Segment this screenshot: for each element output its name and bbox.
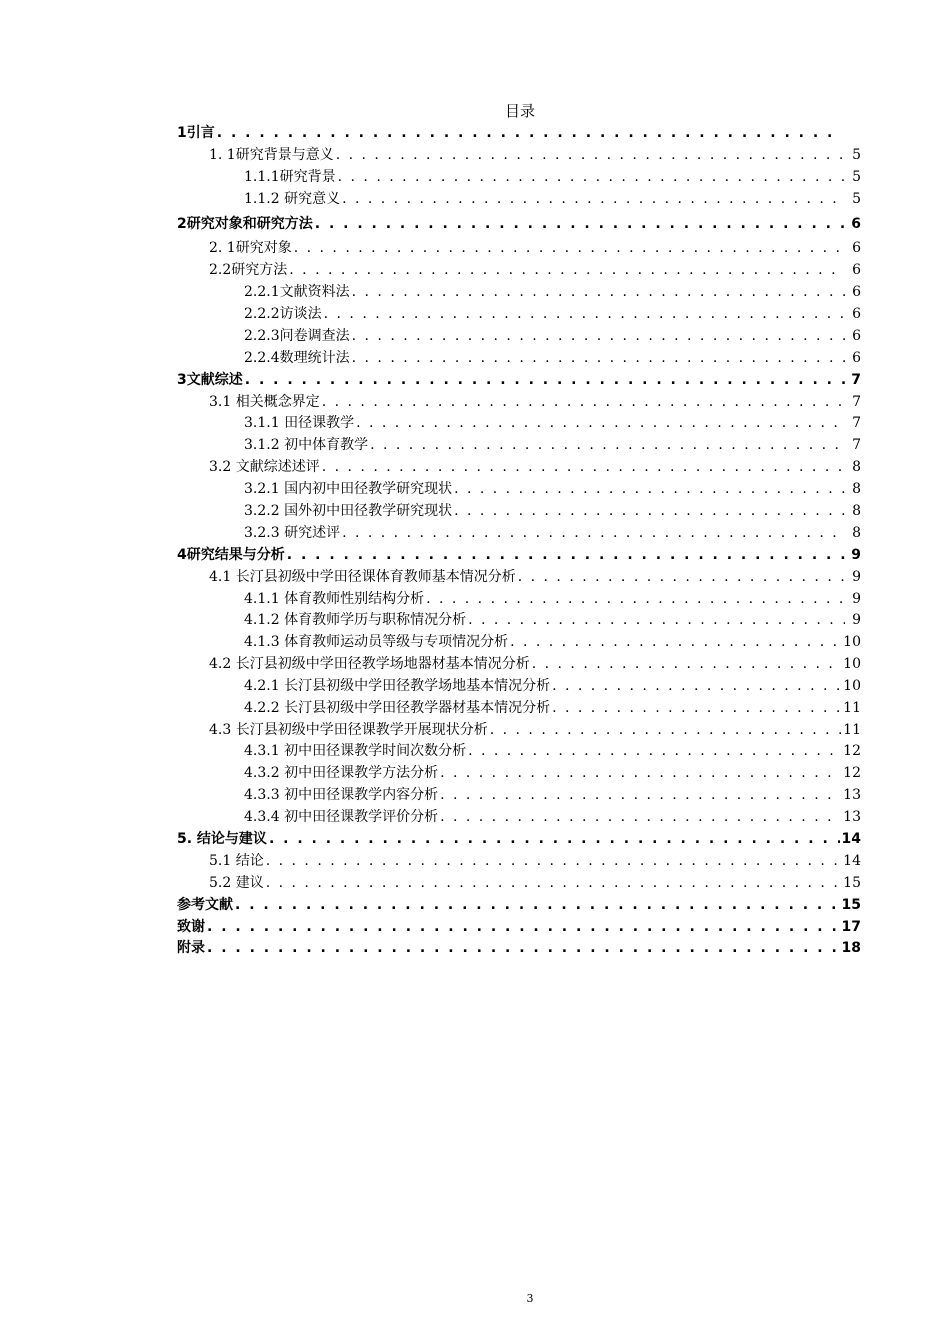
toc-entry[interactable] xyxy=(209,566,861,588)
toc-entry-page: 6 xyxy=(851,216,861,232)
toc-entry-label: 4.3.4 初中田径课教学评价分析 xyxy=(244,809,439,825)
toc-entry-label: 4.3.3 初中田径课教学内容分析 xyxy=(244,787,439,803)
dot-leader xyxy=(315,213,845,235)
toc-entry[interactable] xyxy=(244,303,861,325)
toc-entry-page: 12 xyxy=(843,765,861,781)
toc-entry-page: 11 xyxy=(843,700,861,716)
toc-entry-page: 6 xyxy=(852,262,861,278)
toc-entry-page: 8 xyxy=(852,503,861,519)
toc-entry[interactable] xyxy=(244,675,861,697)
toc-entry-page: 7 xyxy=(851,372,861,388)
toc-entry-page: 9 xyxy=(852,612,861,628)
dot-leader xyxy=(468,740,841,762)
dot-leader xyxy=(266,872,841,894)
toc-entry[interactable] xyxy=(244,784,861,806)
toc-entry-label: 3.1.1 田径课教学 xyxy=(244,415,355,431)
toc-entry[interactable] xyxy=(177,894,861,916)
toc-entry-label: 4.3.2 初中田径课教学方法分析 xyxy=(244,765,439,781)
dot-leader xyxy=(266,850,841,872)
dot-leader xyxy=(440,806,841,828)
toc-entry-label: 5.1 结论 xyxy=(209,853,264,869)
toc-entry[interactable] xyxy=(244,740,861,762)
dot-leader xyxy=(289,259,845,281)
toc-entry-label: 4.1.1 体育教师性别结构分析 xyxy=(244,591,425,607)
dot-leader xyxy=(352,281,845,303)
dot-leader xyxy=(518,566,845,588)
toc-entry-label: 5.2 建议 xyxy=(209,875,264,891)
toc-entry[interactable] xyxy=(244,188,861,210)
toc-entry-label: 4.2 长汀县初级中学田径教学场地器材基本情况分析 xyxy=(209,656,530,672)
toc-entry-label: 1. 1研究背景与意义 xyxy=(209,147,334,163)
toc-entry[interactable] xyxy=(209,850,861,872)
toc-entry-page: 6 xyxy=(852,350,861,366)
toc-entry-page: 9 xyxy=(851,547,861,563)
dot-leader xyxy=(468,609,845,631)
dot-leader xyxy=(342,522,845,544)
toc-entry-label: 4.1.2 体育教师学历与职称情况分析 xyxy=(244,612,467,628)
toc-entry-page: 7 xyxy=(852,394,861,410)
toc-entry[interactable] xyxy=(177,828,861,850)
toc-entry-label: 1.1.1研究背景 xyxy=(244,169,336,185)
dot-leader xyxy=(338,166,845,188)
toc-entry[interactable] xyxy=(244,325,861,347)
toc-entry[interactable] xyxy=(209,237,861,259)
dot-leader xyxy=(322,391,845,413)
dot-leader xyxy=(287,544,845,566)
dot-leader xyxy=(552,697,841,719)
dot-leader xyxy=(269,828,840,850)
toc-entry-label: 4.1.3 体育教师运动员等级与专项情况分析 xyxy=(244,634,509,650)
toc-entry[interactable] xyxy=(177,122,858,144)
toc-entry-label: 2.2.1文献资料法 xyxy=(244,284,350,300)
toc-entry[interactable] xyxy=(244,697,861,719)
toc-entry-label: 1引言 xyxy=(177,125,215,141)
toc-entry[interactable] xyxy=(177,544,861,566)
toc-entry-label: 2.2.3问卷调查法 xyxy=(244,328,350,344)
toc-entry-page: 6 xyxy=(852,284,861,300)
toc-entry[interactable] xyxy=(244,281,861,303)
toc-entry-label: 4.3 长汀县初级中学田径课教学开展现状分析 xyxy=(209,722,488,738)
toc-entry-label: 1.1.2 研究意义 xyxy=(244,191,341,207)
dot-leader xyxy=(245,369,845,391)
toc-entry-label: 5. 结论与建议 xyxy=(177,831,267,847)
toc-entry-label: 4.2.2 长汀县初级中学田径教学器材基本情况分析 xyxy=(244,700,551,716)
toc-entry[interactable] xyxy=(244,166,861,188)
toc-entry-label: 4.1 长汀县初级中学田径课体育教师基本情况分析 xyxy=(209,569,516,585)
toc-entry[interactable] xyxy=(244,434,861,456)
dot-leader xyxy=(454,500,845,522)
toc-entry-label: 致谢 xyxy=(177,919,205,935)
dot-leader xyxy=(207,916,840,938)
toc-entry-label: 4.3.1 初中田径课教学时间次数分析 xyxy=(244,743,467,759)
toc-entry-page: 8 xyxy=(852,525,861,541)
toc-title: 目录 xyxy=(504,102,535,120)
toc-entry-page: 7 xyxy=(852,437,861,453)
dot-leader xyxy=(440,762,841,784)
toc-entry-page: 5 xyxy=(852,191,861,207)
page-number: 3 xyxy=(526,1292,534,1305)
dot-leader xyxy=(235,894,840,916)
dot-leader xyxy=(426,588,845,610)
toc-entry-label: 4.2.1 长汀县初级中学田径教学场地基本情况分析 xyxy=(244,678,551,694)
toc-entry[interactable] xyxy=(177,213,861,235)
toc-entry-label: 3.1 相关概念界定 xyxy=(209,394,320,410)
toc-entry-page: 10 xyxy=(843,656,861,672)
toc-entry[interactable] xyxy=(244,347,861,369)
toc-entry-page: 6 xyxy=(852,328,861,344)
toc-entry[interactable] xyxy=(177,937,861,959)
toc-entry[interactable] xyxy=(244,609,861,631)
toc-entry-label: 2.2.2访谈法 xyxy=(244,306,322,322)
toc-entry[interactable] xyxy=(244,588,861,610)
toc-entry-label: 2研究对象和研究方法 xyxy=(177,216,313,232)
toc-entry-page: 17 xyxy=(841,919,861,935)
toc-entry-label: 3.2 文献综述述评 xyxy=(209,459,320,475)
toc-entry[interactable] xyxy=(209,259,861,281)
toc-entry[interactable] xyxy=(177,369,861,391)
toc-entry-label: 参考文献 xyxy=(177,897,233,913)
dot-leader xyxy=(322,456,845,478)
toc-entry[interactable] xyxy=(209,719,861,741)
toc-entry-label: 3.1.2 初中体育教学 xyxy=(244,437,369,453)
toc-entry-page: 9 xyxy=(852,591,861,607)
toc-entry-label: 3文献综述 xyxy=(177,372,243,388)
dot-leader xyxy=(207,937,840,959)
toc-entry[interactable] xyxy=(209,456,861,478)
dot-leader xyxy=(294,237,845,259)
toc-entry-label: 3.2.2 国外初中田径教学研究现状 xyxy=(244,503,453,519)
toc-entry[interactable] xyxy=(244,522,861,544)
toc-entry-page: 7 xyxy=(852,415,861,431)
dot-leader xyxy=(532,653,841,675)
toc-entry-page: 11 xyxy=(843,722,861,738)
dot-leader xyxy=(352,325,845,347)
toc-entry-page: 15 xyxy=(843,875,861,891)
toc-entry-page: 13 xyxy=(843,809,861,825)
toc-entry-page: 8 xyxy=(852,481,861,497)
dot-leader xyxy=(336,144,845,166)
toc-entry-page: 12 xyxy=(843,743,861,759)
toc-entry-label: 2. 1研究对象 xyxy=(209,240,292,256)
dot-leader xyxy=(510,631,841,653)
toc-entry-page: 9 xyxy=(852,569,861,585)
toc-entry-label: 2.2研究方法 xyxy=(209,262,288,278)
dot-leader xyxy=(490,719,841,741)
toc-entry[interactable] xyxy=(244,762,861,784)
toc-entry[interactable] xyxy=(244,412,861,434)
dot-leader xyxy=(440,784,841,806)
toc-entry-label: 附录 xyxy=(177,940,205,956)
toc-entry[interactable] xyxy=(244,500,861,522)
toc-entry-label: 3.2.1 国内初中田径教学研究现状 xyxy=(244,481,453,497)
dot-leader xyxy=(324,303,845,325)
toc-entry-label: 2.2.4数理统计法 xyxy=(244,350,350,366)
dot-leader xyxy=(356,412,845,434)
toc-entry[interactable] xyxy=(209,872,861,894)
toc-entry-page: 15 xyxy=(841,897,861,913)
toc-entry-page: 5 xyxy=(852,169,861,185)
toc-entry[interactable] xyxy=(209,144,861,166)
toc-entry[interactable] xyxy=(244,631,861,653)
toc-entry[interactable] xyxy=(244,806,861,828)
dot-leader xyxy=(352,347,845,369)
toc-entry[interactable] xyxy=(209,653,861,675)
toc-entry-page: 18 xyxy=(841,940,861,956)
toc-entry[interactable] xyxy=(244,478,861,500)
dot-leader xyxy=(454,478,845,500)
toc-entry-page: 6 xyxy=(852,240,861,256)
toc-entry-page: 10 xyxy=(843,634,861,650)
toc-entry[interactable] xyxy=(209,391,861,413)
dot-leader xyxy=(370,434,845,456)
toc-entry-label: 3.2.3 研究述评 xyxy=(244,525,341,541)
toc-entry-page: 10 xyxy=(843,678,861,694)
toc-entry-page: 14 xyxy=(841,831,861,847)
dot-leader xyxy=(552,675,841,697)
toc-entry[interactable] xyxy=(177,916,861,938)
toc-entry-page: 6 xyxy=(852,306,861,322)
toc-entry-page: 14 xyxy=(843,853,861,869)
toc-entry-page: 13 xyxy=(843,787,861,803)
toc-entry-label: 4研究结果与分析 xyxy=(177,547,285,563)
toc-entry-page: 5 xyxy=(852,147,861,163)
dot-leader xyxy=(217,122,842,144)
dot-leader xyxy=(342,188,845,210)
toc-entry-page: 8 xyxy=(852,459,861,475)
